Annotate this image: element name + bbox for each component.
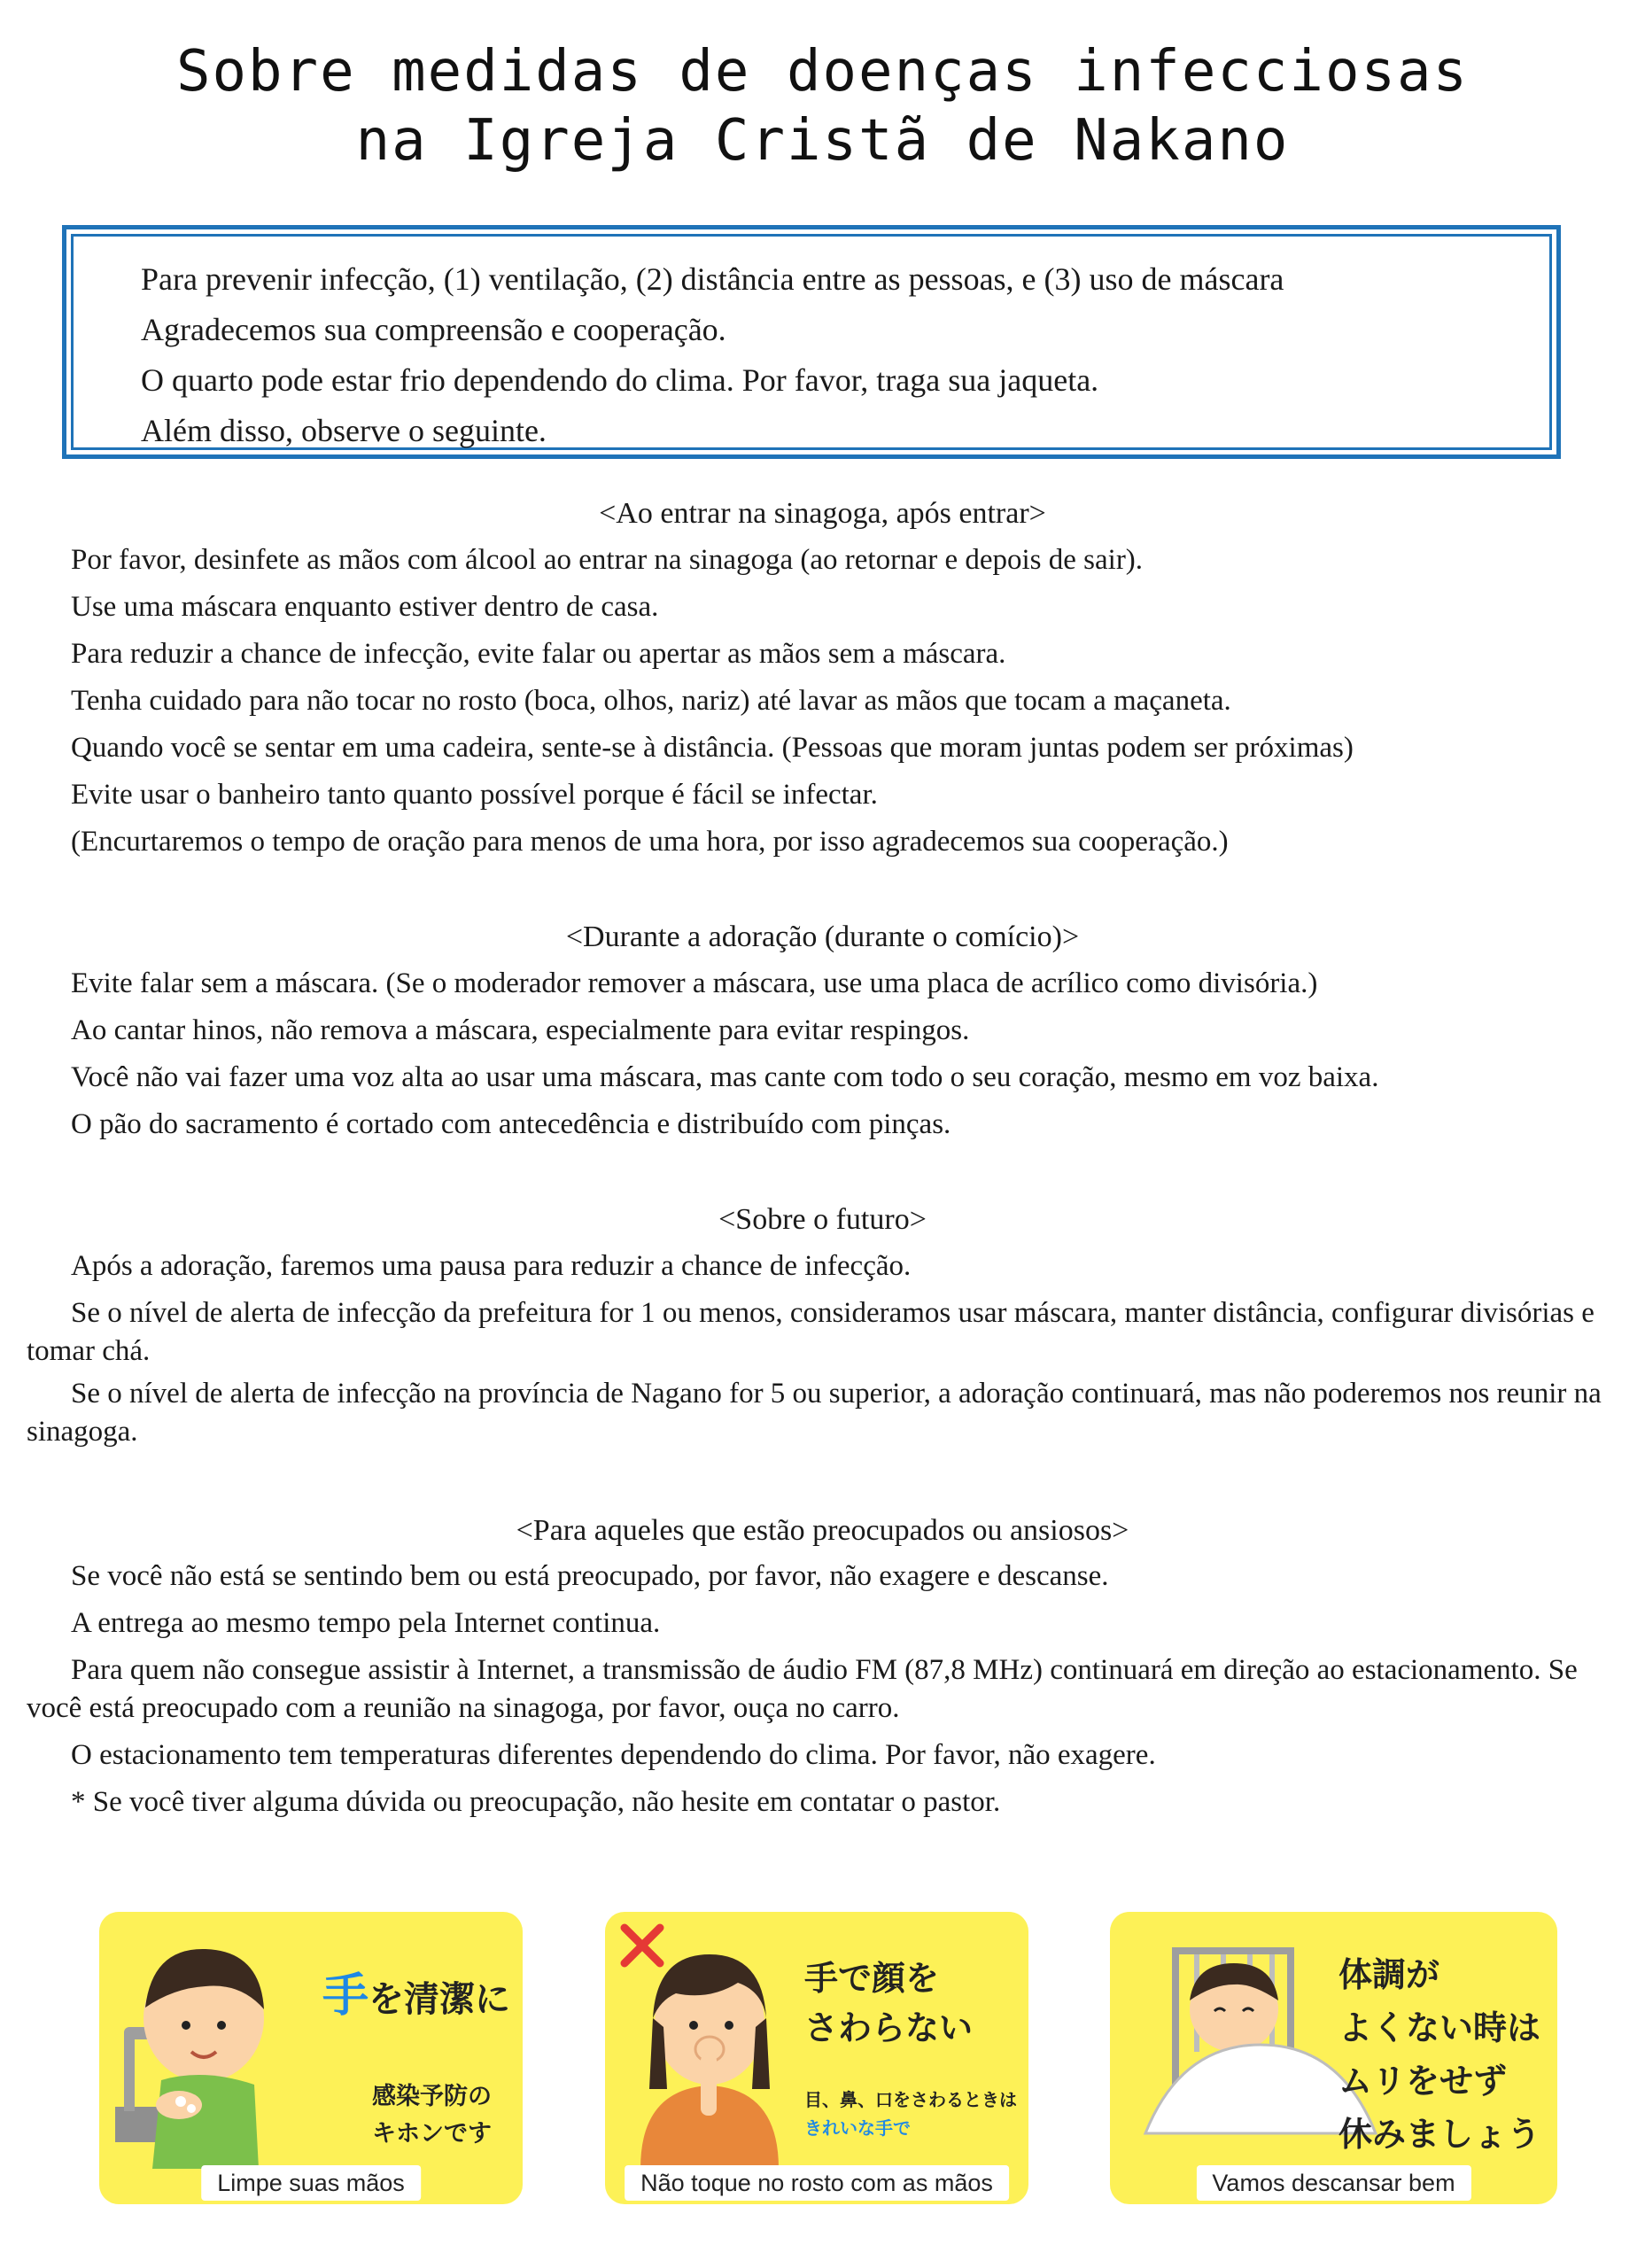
intro-line: Além disso, observe o seguinte. <box>141 413 547 448</box>
section-line: Evite usar o banheiro tanto quanto possível porque é fácil se infectar. <box>71 779 878 811</box>
card3-jp-line-1: 体調が <box>1339 1955 1440 1994</box>
card3-jp-line-3: ムリをせず <box>1339 2062 1508 2101</box>
section-body-worship <box>27 960 1621 1148</box>
title-line-1: Sobre medidas de doenças infecciosas <box>175 39 1470 105</box>
section-line: Evite falar sem a máscara. (Se o moderador remover a máscara, use uma placa de acrílico como divisória.) <box>71 967 1318 999</box>
section-line: Quando você se sentar em uma cadeira, sente-se à distância. (Pessoas que moram juntas podem ser próximas) <box>71 732 1354 764</box>
section-line: Por favor, desinfete as mãos com álcool ao entrar na sinagoga (ao retornar e depois de sair). <box>71 544 1144 576</box>
card1-jp-title-rest: を清潔に <box>369 1979 511 2020</box>
section-heading-worship: <Durante a adoração (durante o comício)> <box>565 920 1080 953</box>
section-line: Se você não está se sentindo bem ou está preocupado, por favor, não exagere e descanse. <box>71 1560 1109 1592</box>
card2-jp-title-1: 手で顔を <box>804 1959 940 1998</box>
intro-line: O quarto pode estar frio dependendo do clima. Por favor, traga sua jaqueta. <box>141 362 1099 398</box>
card2-jp-sub-1: 目、鼻、口をさわるときは <box>804 2089 1017 2110</box>
section-heading-worried: <Para aqueles que estão preocupados ou ansiosos> <box>516 1514 1129 1547</box>
section-line: Para quem não consegue assistir à Internet, a transmissão de áudio FM (87,8 MHz) continuará em direção ao estacionamento. Se você está preocupado com a reunião na sinagoga, por favor, ouça no carro. <box>27 1654 1578 1724</box>
card-clean-hands <box>99 1912 523 2204</box>
section-line: Você não vai fazer uma voz alta ao usar uma máscara, mas cante com todo o seu coração, mesmo em voz baixa. <box>71 1061 1379 1093</box>
illustration-cards <box>0 1912 1645 2213</box>
section-line: Para reduzir a chance de infecção, evite falar ou apertar as mãos sem a máscara. <box>71 638 1006 670</box>
section-line: (Encurtaremos o tempo de oração para menos de uma hora, por isso agradecemos sua cooperação.) <box>71 826 1229 858</box>
page-title <box>0 37 1645 175</box>
card2-jp-sub-2: きれいな手で <box>804 2117 911 2139</box>
card1-caption: Limpe suas mãos <box>201 2165 421 2201</box>
section-line: O pão do sacramento é cortado com antecedência e distribuído com pinças. <box>71 1108 951 1140</box>
section-body-future <box>27 1243 1621 1456</box>
section-heading-future: <Sobre o futuro> <box>718 1203 927 1236</box>
intro-inner-frame <box>71 234 1552 450</box>
hand-washing-illustration <box>99 1912 523 2204</box>
card2-caption: Não toque no rosto com as mãos <box>625 2165 1009 2201</box>
card-no-face-touch <box>605 1912 1028 2204</box>
section-body-entering <box>27 537 1621 866</box>
card1-jp-accent: 手 <box>322 1969 369 2023</box>
card1-jp-sub-2: キホンです <box>372 2120 492 2148</box>
section-line: O estacionamento tem temperaturas diferentes dependendo do clima. Por favor, não exagere. <box>71 1739 1156 1771</box>
card1-jp-sub-1: 感染予防の <box>372 2083 492 2110</box>
card3-caption: Vamos descansar bem <box>1196 2165 1470 2201</box>
section-body-worried <box>27 1553 1621 1826</box>
section-line: Tenha cuidado para não tocar no rosto (boca, olhos, nariz) até lavar as mãos que tocam a maçaneta. <box>71 685 1231 717</box>
card2-jp-title-2: さわらない <box>804 2008 974 2047</box>
section-line: Ao cantar hinos, não remova a máscara, especialmente para evitar respingos. <box>71 1014 970 1046</box>
section-line: A entrega ao mesmo tempo pela Internet continua. <box>71 1607 661 1639</box>
intro-line: Agradecemos sua compreensão e cooperação. <box>141 312 726 347</box>
card3-jp-line-2: よくない時は <box>1339 2008 1541 2047</box>
section-heading-entering: <Ao entrar na sinagoga, após entrar> <box>599 497 1046 530</box>
section-line: * Se você tiver alguma dúvida ou preocupação, não hesite em contatar o pastor. <box>71 1786 1001 1818</box>
intro-line: Para prevenir infecção, (1) ventilação, (2) distância entre as pessoas, e (3) uso de máscara <box>141 261 1284 297</box>
section-line: Se o nível de alerta de infecção na província de Nagano for 5 ou superior, a adoração continuará, mas não poderemos nos reunir na sinagoga. <box>27 1378 1602 1448</box>
section-line: Use uma máscara enquanto estiver dentro de casa. <box>71 591 659 623</box>
intro-box <box>62 225 1561 459</box>
section-line: Se o nível de alerta de infecção da prefeitura for 1 ou menos, consideramos usar máscara, manter distância, configurar divisórias e tomar chá. <box>27 1297 1595 1367</box>
card1-jp-title <box>322 1958 510 2024</box>
card3-jp-line-4: 休みましょう <box>1339 2115 1541 2154</box>
cross-mark-icon <box>625 1928 660 1963</box>
card-rest-well <box>1110 1912 1557 2204</box>
title-line-2: na Igreja Cristã de Nakano <box>355 108 1290 174</box>
section-line: Após a adoração, faremos uma pausa para reduzir a chance de infecção. <box>71 1250 912 1282</box>
